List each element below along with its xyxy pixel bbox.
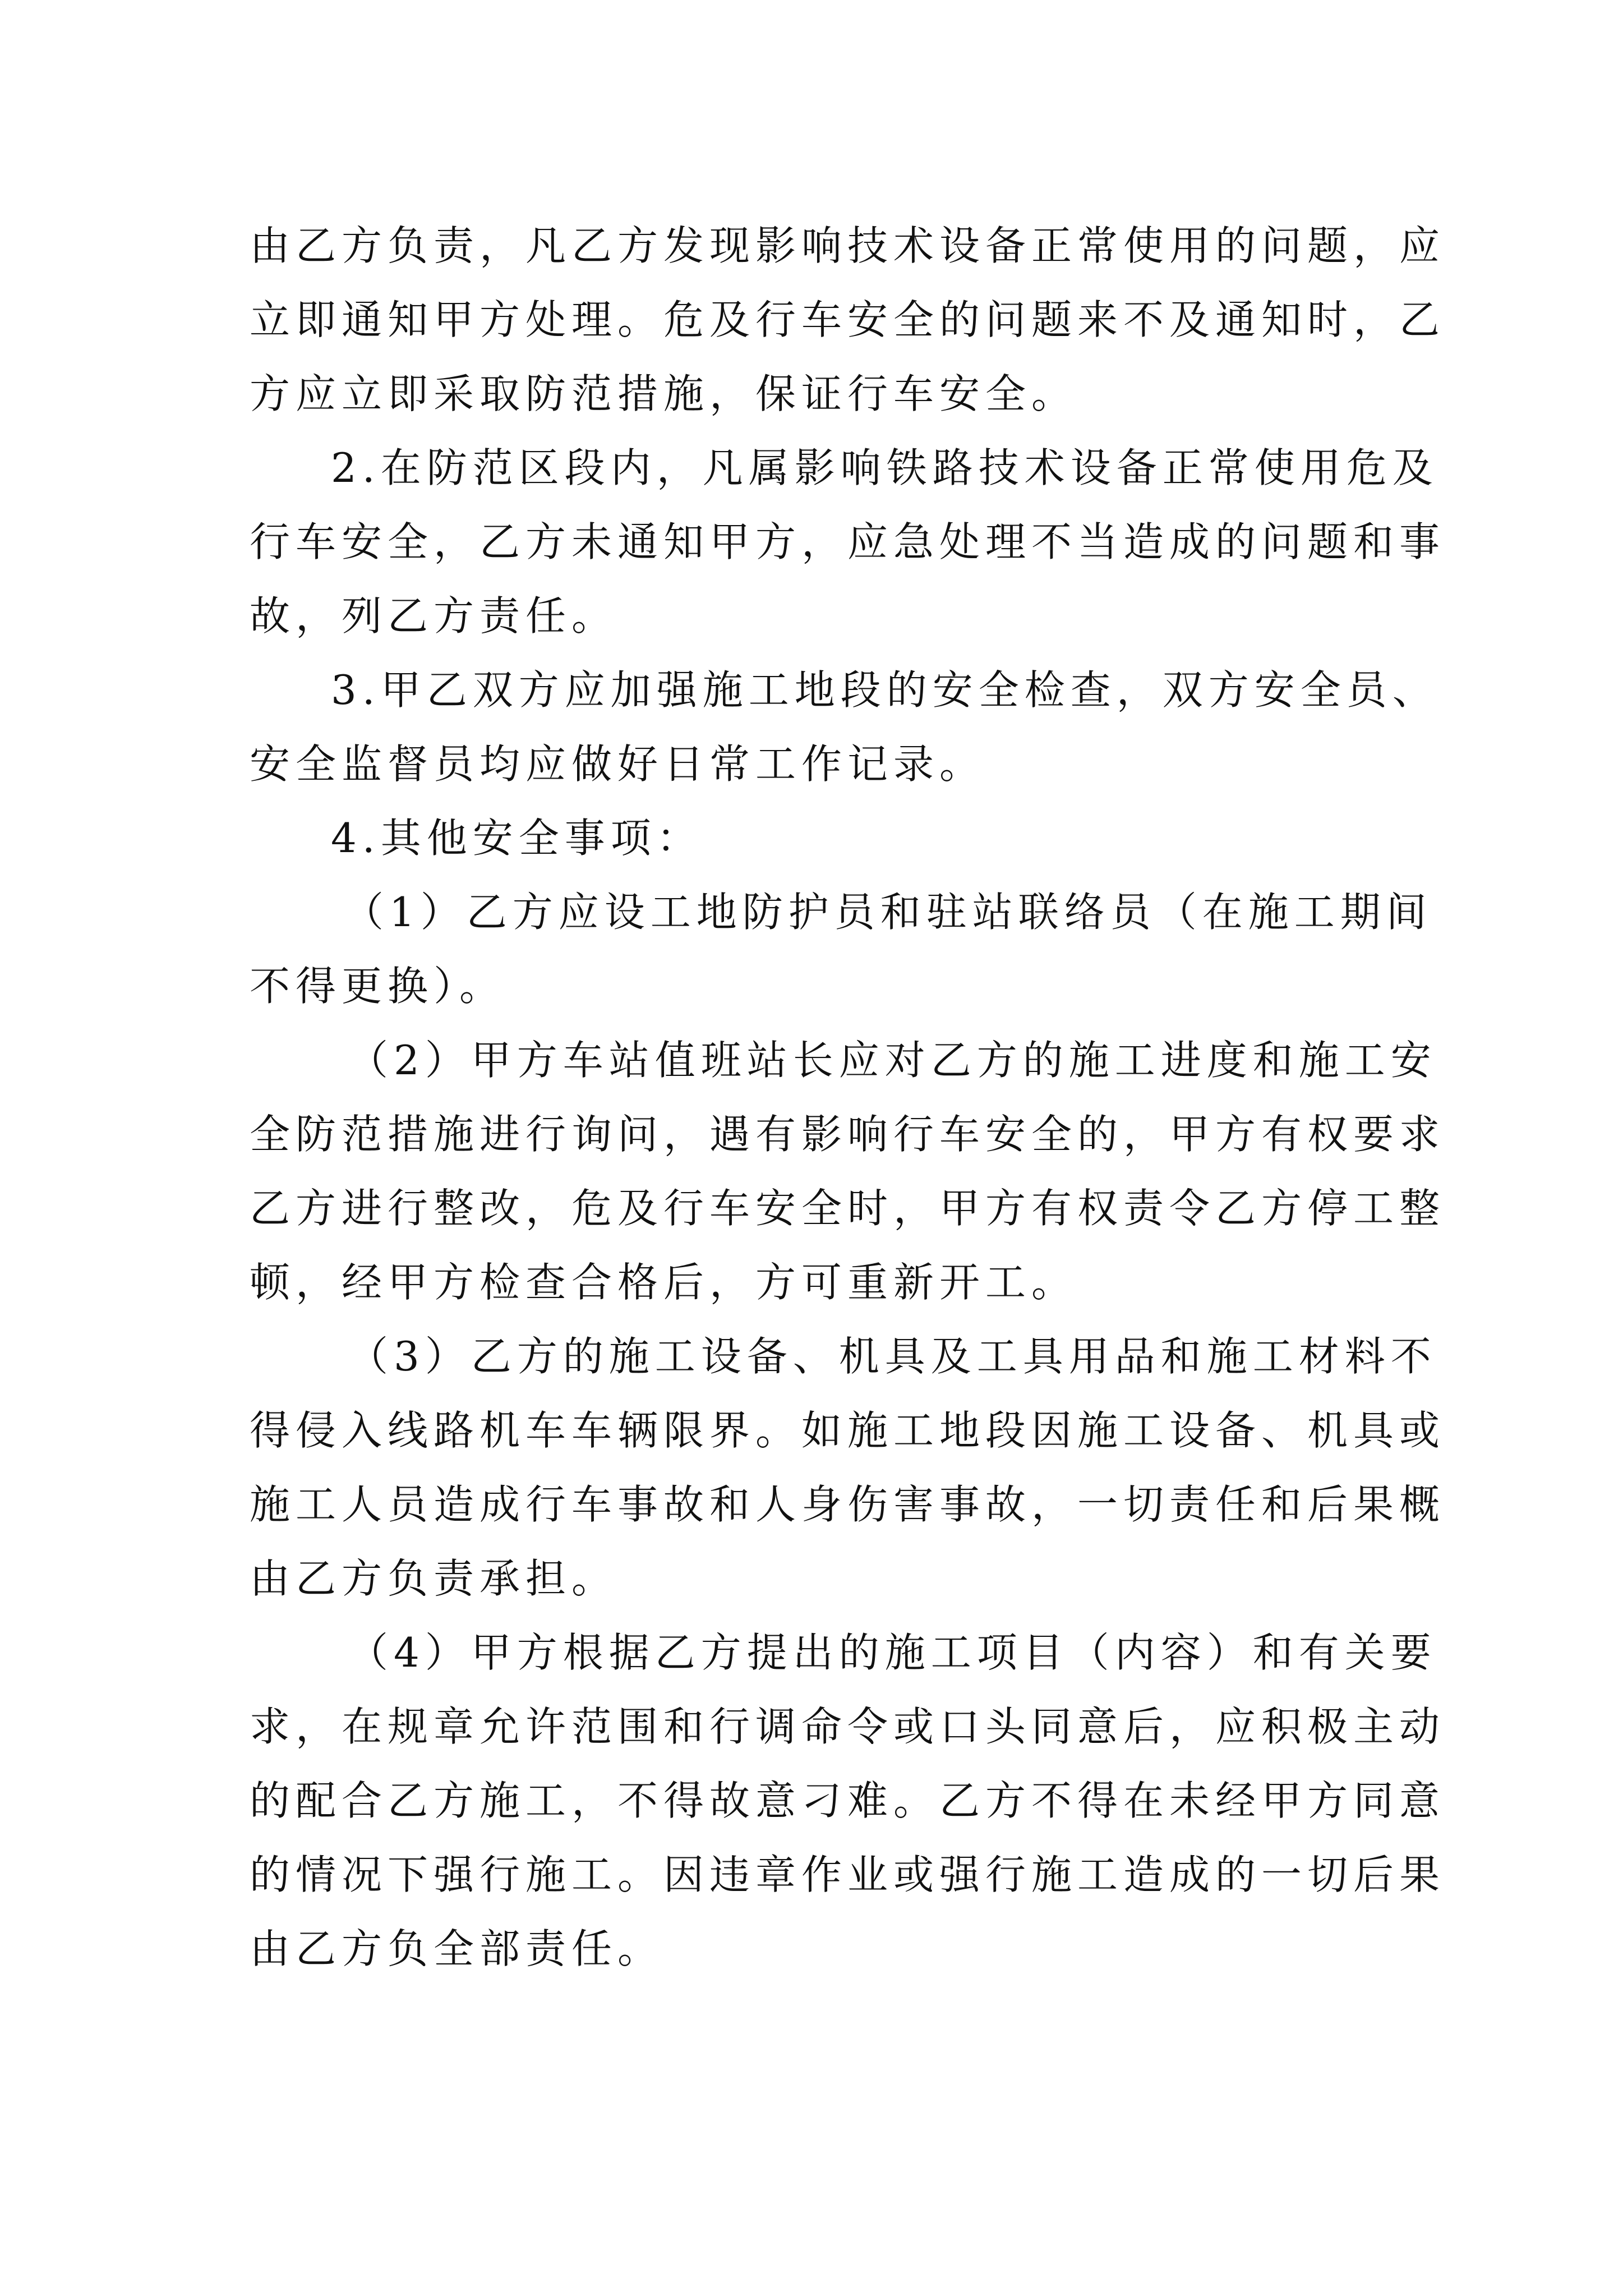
text-line: （3）乙方的施工设备、机具及工具用品和施工材料不 [348,1333,1437,1380]
text-line: 由乙方负责，凡乙方发现影响技术设备正常使用的问题，应 [250,222,1446,269]
text-line: 由乙方负责承担。 [250,1555,618,1602]
text-line: 由乙方负全部责任。 [250,1925,664,1972]
text-line: 3.甲乙双方应加强施工地段的安全检查，双方安全员、 [331,666,1438,714]
text-line: 乙方进行整改，危及行车安全时，甲方有权责令乙方停工整 [250,1185,1446,1232]
text-line: 得侵入线路机车车辆限界。如施工地段因施工设备、机具或 [250,1407,1446,1454]
text-line: 不得更换）。 [250,963,506,1010]
text-line: （4）甲方根据乙方提出的施工项目（内容）和有关要 [348,1629,1437,1676]
text-line: 的情况下强行施工。因违章作业或强行施工造成的一切后果 [250,1851,1446,1898]
text-line: 全防范措施进行询问，遇有影响行车安全的，甲方有权要求 [250,1111,1446,1158]
text-line: （2）甲方车站值班站长应对乙方的施工进度和施工安 [348,1037,1437,1084]
text-line: 顿，经甲方检查合格后，方可重新开工。 [250,1259,1078,1306]
text-line: 施工人员造成行车事故和人身伤害事故，一切责任和后果概 [250,1481,1446,1528]
text-line: 行车安全，乙方未通知甲方，应急处理不当造成的问题和事 [250,518,1446,565]
text-line: （1）乙方应设工地防护员和驻站联络员（在施工期间 [343,889,1432,936]
text-line: 求，在规章允许范围和行调命令或口头同意后，应积极主动 [250,1703,1446,1750]
text-line: 故，列乙方责任。 [250,592,618,639]
text-line: 2.在防范区段内，凡属影响铁路技术设备正常使用危及 [331,444,1438,491]
text-line: 安全监督员均应做好日常工作记录。 [250,740,986,788]
text-line: 方应立即采取防范措施，保证行车安全。 [250,370,1078,417]
text-line: 4.其他安全事项： [331,815,703,862]
text-line: 立即通知甲方处理。危及行车安全的问题来不及通知时，乙 [250,296,1446,343]
text-line: 的配合乙方施工，不得故意刁难。乙方不得在未经甲方同意 [250,1777,1446,1824]
